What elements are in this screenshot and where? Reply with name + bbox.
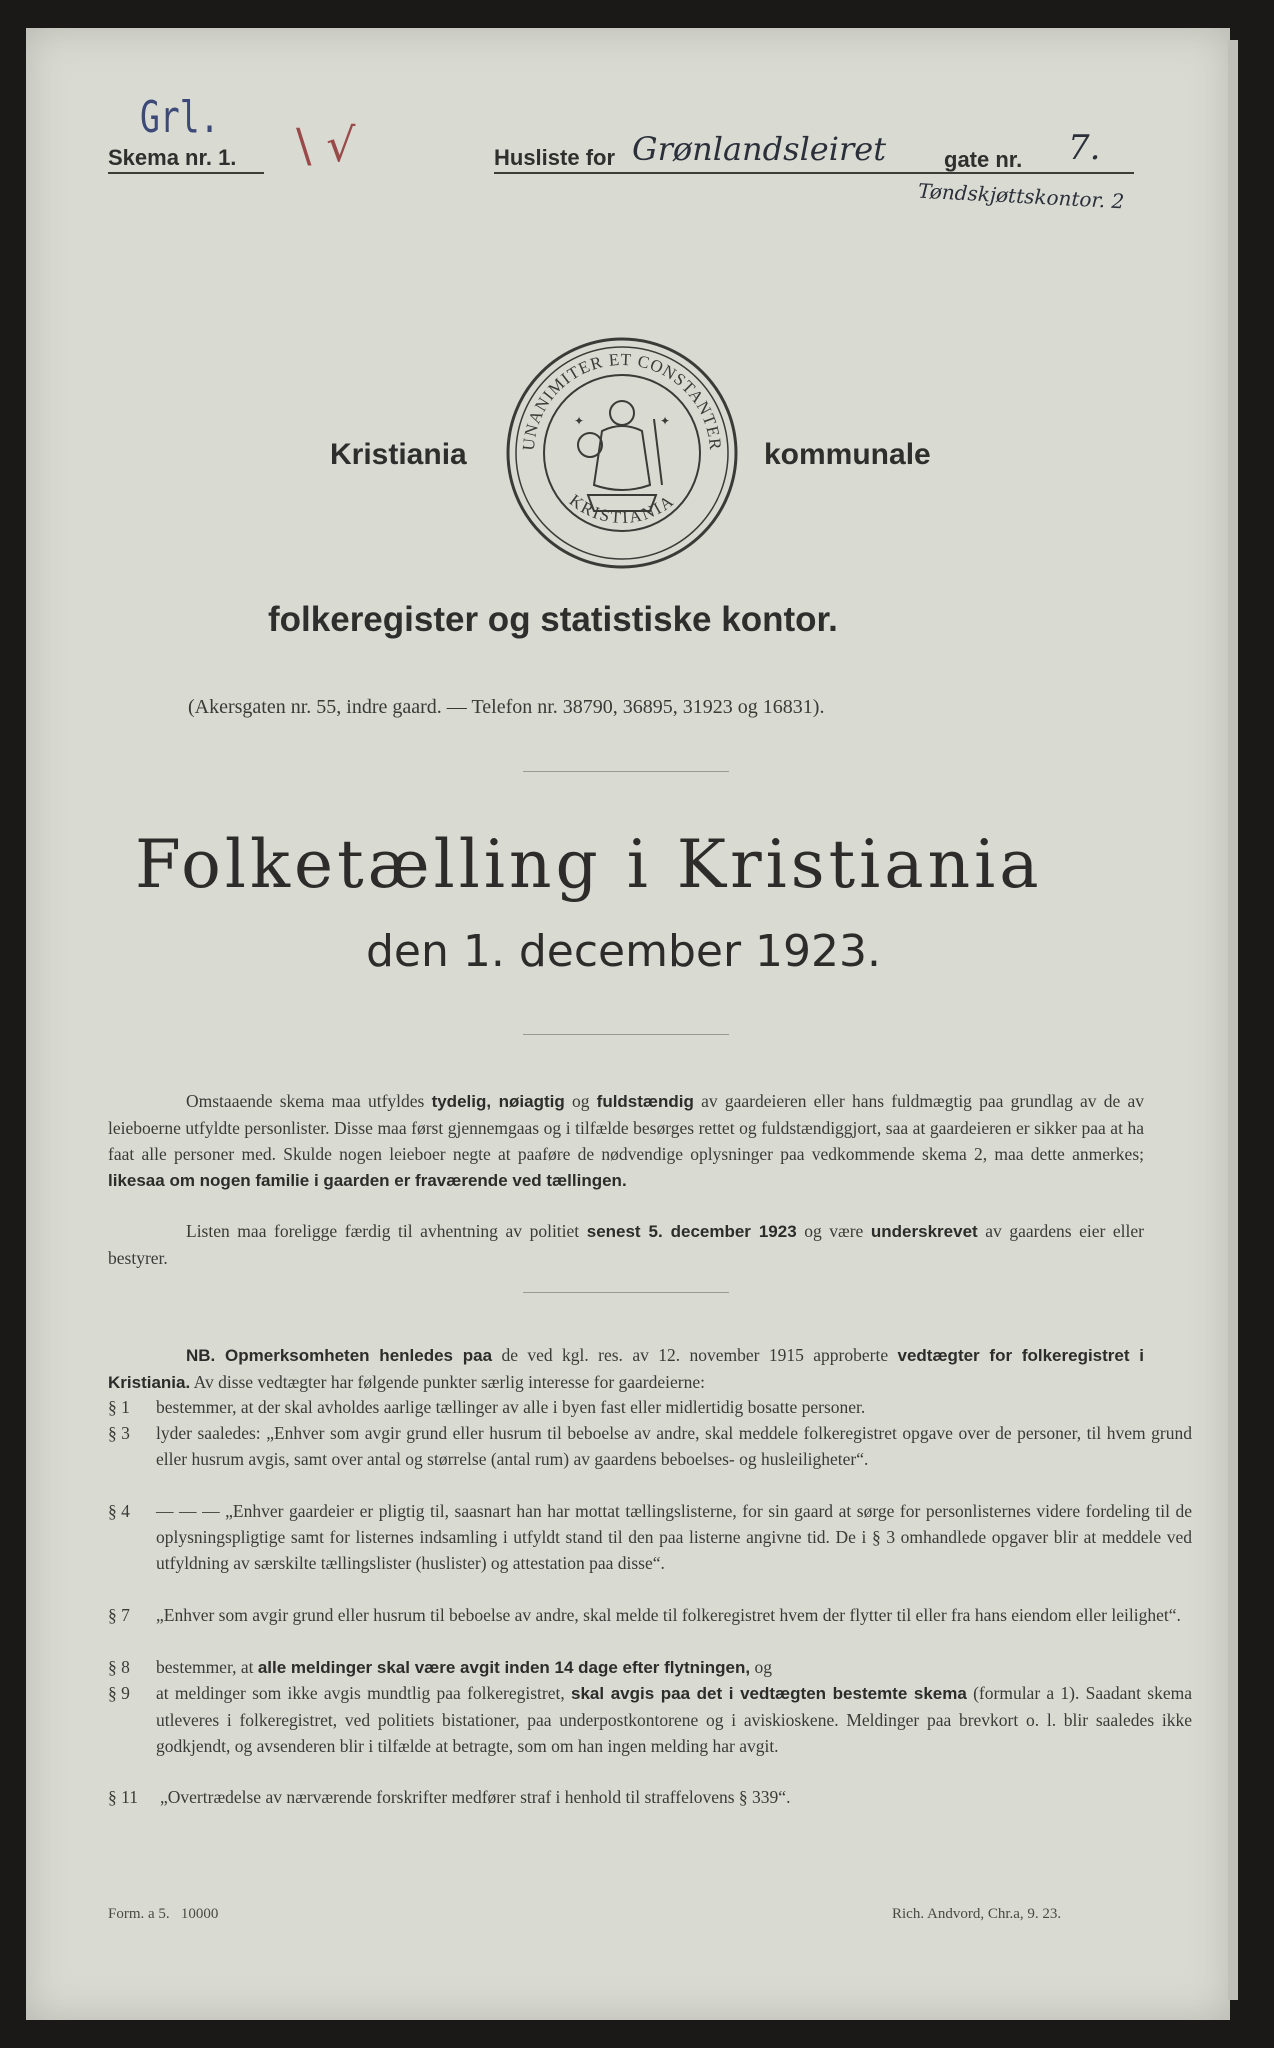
p1-bold-1: tydelig, nøiagtig bbox=[431, 1092, 565, 1111]
nb-intro-bold: NB. Opmerksomheten henledes paa bbox=[186, 1346, 493, 1365]
section-4 bbox=[108, 1498, 1192, 1602]
section-3-text: lyder saaledes: „Enhver som avgir grund eller husrum til beboelse av andre, skal meddele folkeregistret opgave over de personer, til hvem grund eller husrum avgis, samt over antal og størrelse (antal rum) av gaardens beboelses- og husleiligheter“. bbox=[156, 1423, 1192, 1469]
p2-text-d: av gaardens eier eller bestyrer. bbox=[108, 1221, 1144, 1268]
skema-label: Skema nr. 1. bbox=[108, 145, 237, 170]
p1-text-d: av gaardeieren eller hans fuldmægtig paa grundlag av de av leieboerne utfyldte personlister. Disse maa først gjennemgaas og i tilfælde besørges rettet og fuldstændiggjort, saa at gaardeieren er sikker paa at ha faat alle personer med. Skulde nogen leieboer negte at paaføre de nødvendige oplysninger paa vedkommende skema 2, maa dette anmerkes; bbox=[108, 1091, 1145, 1164]
p2-text-c: og være bbox=[796, 1221, 871, 1241]
section-8-number: § 8 bbox=[108, 1657, 130, 1677]
office-right-word: kommunale bbox=[764, 438, 931, 471]
divider-lower bbox=[523, 1292, 729, 1293]
svg-text:✦: ✦ bbox=[660, 414, 671, 428]
checkmark-marks: \ √ bbox=[296, 118, 356, 172]
printer-imprint: Rich. Andvord, Chr.a, 9. 23. bbox=[892, 1906, 1062, 1922]
gate-label: gate nr. bbox=[944, 147, 1023, 172]
section-8-text bbox=[156, 1654, 1192, 1681]
nb-intro-bold-2: vedtægter for folkeregistret i Kristiania. bbox=[108, 1346, 1144, 1392]
section-7 bbox=[108, 1602, 1192, 1654]
section-4-text: — — — „Enhver gaardeier er pligtig til, saasnart han har mottat tællingslisterne, for sin gaard at sørge for personlisternes videre fordeling til de oplysningspligtige samt for listernes indsamling i utfyldt stand til den paa listerne angivne tid. De i § 3 omhandlede opgaver blir at meddele ved utfyldning av særskilte tællingslister (huslister) og attestation paa disse“. bbox=[156, 1501, 1192, 1573]
paper-edge bbox=[1228, 40, 1238, 2000]
section-3 bbox=[108, 1420, 1192, 1498]
section-7-text: „Enhver som avgir grund eller husrum til beboelse av andre, skal melde til folkeregistret hvem der flytter til eller fra hans eiendom eller leilighet“. bbox=[156, 1605, 1181, 1625]
city-seal-icon bbox=[504, 335, 740, 571]
nb-intro-text-2: Av disse vedtægter har følgende punkter særlig interesse for gaardeierne: bbox=[190, 1372, 705, 1392]
section-11-number: § 11 bbox=[108, 1787, 138, 1807]
divider-top bbox=[523, 771, 729, 772]
side-note-handwritten: Tøndskjøttskontor. 2 bbox=[917, 178, 1125, 214]
section-8-a: bestemmer, at bbox=[156, 1657, 258, 1677]
census-date: den 1. december 1923. bbox=[366, 926, 882, 977]
section-1-number: § 1 bbox=[108, 1397, 130, 1417]
instructions-paragraph-1 bbox=[108, 1088, 1144, 1194]
section-7-number: § 7 bbox=[108, 1605, 130, 1625]
section-8 bbox=[108, 1654, 1192, 1680]
instructions-paragraph-2 bbox=[108, 1218, 1144, 1271]
skema-underline bbox=[108, 172, 264, 174]
section-9-a: at meldinger som ikke avgis mundtlig paa folkeregistret, bbox=[156, 1683, 572, 1703]
office-address: (Akersgaten nr. 55, indre gaard. — Telefon nr. 38790, 36895, 31923 og 16831). bbox=[188, 696, 825, 718]
section-9-c: (formular a 1). Saadant skema utleveres i folkeregistret, ved politiets bistationer, paa underpostkontorene og i aviskioskene. Meldinger paa brevkort o. l. blir saaledes ikke godkjendt, og avsenderen blir i tilfælde at betragte, som om han ingen melding har avgit. bbox=[156, 1683, 1192, 1756]
section-4-number: § 4 bbox=[108, 1501, 130, 1521]
p1-bold-2: fuldstændig bbox=[596, 1092, 694, 1111]
husliste-label: Husliste for bbox=[494, 145, 616, 170]
gate-number-handwritten: 7. bbox=[1068, 128, 1101, 168]
seal-ring-bottom-text: KRISTIANIA bbox=[565, 490, 679, 528]
section-8-c: og bbox=[750, 1657, 772, 1677]
section-11 bbox=[108, 1784, 1192, 1810]
section-1-text: bestemmer, at der skal avholdes aarlige tællinger av alle i byen fast eller midlertidig bosatte personer. bbox=[156, 1397, 866, 1417]
p2-bold-1: senest 5. december 1923 bbox=[586, 1222, 797, 1241]
section-3-number: § 3 bbox=[108, 1423, 130, 1443]
p1-text-c: og bbox=[564, 1091, 597, 1111]
section-9-bold: skal avgis paa det i vedtægten bestemte skema bbox=[571, 1684, 967, 1703]
office-left-word: Kristiania bbox=[330, 438, 467, 471]
section-8-bold: alle meldinger skal være avgit inden 14 dage efter flytningen, bbox=[257, 1658, 751, 1677]
svg-text:✦: ✦ bbox=[574, 414, 585, 428]
p1-text-a: Omstaaende skema maa utfyldes bbox=[186, 1091, 432, 1111]
p2-text-a: Listen maa foreligge færdig til avhentning av politiet bbox=[186, 1221, 587, 1241]
husliste-underline bbox=[494, 172, 1134, 174]
divider-middle bbox=[523, 1034, 729, 1035]
section-1 bbox=[108, 1394, 1192, 1420]
street-handwritten: Grønlandsleiret bbox=[632, 130, 887, 168]
p2-bold-2: underskrevet bbox=[870, 1222, 978, 1241]
section-9-number: § 9 bbox=[108, 1683, 130, 1703]
section-11-text: „Overtrædelse av nærværende forskrifter medfører straf i henhold til straffelovens § 339“. bbox=[160, 1787, 791, 1807]
census-title: Folketælling i Kristiania bbox=[135, 826, 1043, 903]
nb-intro bbox=[108, 1342, 1144, 1396]
seal-ring-top-text: UNANIMITER ET CONSTANTER bbox=[518, 349, 726, 452]
section-9 bbox=[108, 1680, 1192, 1784]
office-name: folkeregister og statistiske kontor. bbox=[268, 600, 838, 639]
nb-intro-text: de ved kgl. res. av 12. november 1915 approberte bbox=[492, 1345, 898, 1365]
p1-bold-3: likesaa om nogen familie i gaarden er fraværende ved tællingen. bbox=[108, 1171, 627, 1190]
section-9-text bbox=[156, 1680, 1192, 1759]
form-number: Form. a 5. 10000 bbox=[108, 1906, 219, 1922]
stamp-grl: Grl. bbox=[140, 92, 220, 143]
